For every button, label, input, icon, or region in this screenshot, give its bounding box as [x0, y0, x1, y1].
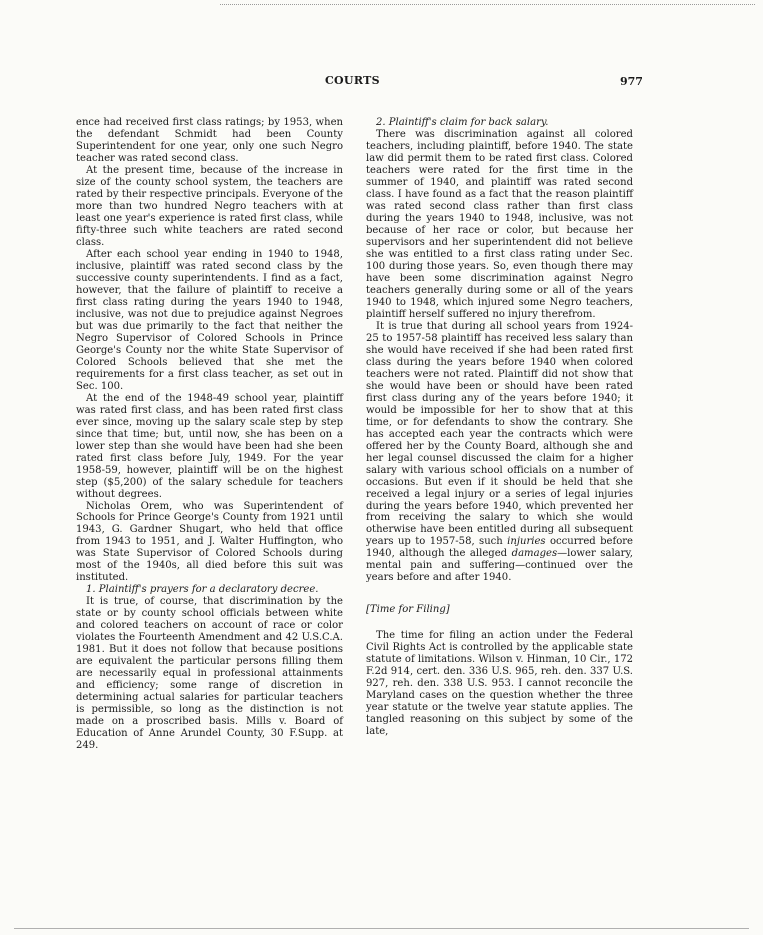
paragraph: The time for filing an action under the Federal Civil Rights Act is controlled by the applicable state statute of limitations. Wilson v. Hinman, 10 Cir., 172 F.2d 914, cert. den. 336 U.S. 965, reh. den. 337 U.S. 927, reh. den. 338 U.S. 953. I cannot reconcile the Maryland cases on the question whether the three year statute or the twelve year statute applies. The tangled reasoning on this subject by some of the late,	[366, 630, 633, 738]
paragraph: It is true, of course, that discrimination by the state or by county school officials between white and colored teachers on account of race or color violates the Fourteenth Amendment and 42 U.S.C.A. 1981. But it does not follow that because positions are equivalent the particular persons filling them are necessarily equal in professional attainments and efficiency; some range of discretion in determining actual salaries for particular teachers is permissible, so long as the distinction is not made on a proscribed basis. Mills v. Board of Education of Anne Arundel County, 30 F.Supp. at 249.	[76, 596, 343, 752]
bottom-rule	[14, 928, 749, 929]
paragraph-text: —lower salary, mental pain and suffering—continued over the years before and after 1940.	[366, 548, 633, 584]
page-number: 977	[620, 75, 643, 88]
section-heading-declaratory-decree: 1. Plaintiff's prayers for a declaratory decree.	[86, 584, 319, 596]
running-head: COURTS	[325, 74, 380, 87]
paragraph: At the end of the 1948-49 school year, plaintiff was rated first class, and has been rated first class ever since, moving up the salary scale step by step since that time; but, until now, she has been on a lower step than she would have been had she been rated first class before July, 1949. For the year 1958-59, however, plaintiff will be on the highest step ($5,200) of the salary schedule for teachers without degrees.	[76, 392, 343, 500]
top-dotted-rule	[220, 4, 755, 5]
section-heading-back-salary: 2. Plaintiff's claim for back salary.	[376, 117, 549, 128]
left-column	[76, 117, 343, 752]
paragraph: There was discrimination against all colored teachers, including plaintiff, before 1940. The state law did permit them to be rated first class. Colored teachers were rated for the first time in the summer of 1940, and plaintiff was rated second class. I have found as a fact that the reason plaintiff was rated second class rather than first class during the years 1940 to 1948, inclusive, was not because of her race or color, but because her supervisors and her superintendent did not believe she was entitled to a first class rating under Sec. 100 during those years. So, even though there may have been some discrimination against Negro teachers generally during some or all of the years 1940 to 1948, which injured some Negro teachers, plaintiff herself suffered no injury therefrom.	[366, 128, 633, 320]
paragraph: After each school year ending in 1940 to 1948, inclusive, plaintiff was rated second class by the successive county superintendents. I find as a fact, however, that the failure of plaintiff to receive a first class rating during the years 1940 to 1948, inclusive, was not due to prejudice against Negroes but was due primarily to the fact that neither the Negro Supervisor of Colored Schools in Prince George's County nor the white State Supervisor of Colored Schools believed that she met the requirements for a first class teacher, as set out in Sec. 100.	[76, 248, 343, 392]
paragraph: ence had received first class ratings; by 1953, when the defendant Schmidt had been County Superintendent for one year, only one such Negro teacher was rated second class.	[76, 117, 343, 164]
paragraph	[366, 321, 633, 585]
right-column	[366, 117, 633, 738]
paragraph-text: occurred before 1940, although the alleged	[366, 536, 633, 560]
page-header	[60, 74, 660, 88]
paragraph-text: It is true that during all school years from 1924-25 to 1957-58 plaintiff has received less salary than she would have received if she had been rated first class during the years before 1940 when colored teachers were not rated. Plaintiff did not show that she would have been or should have been rated first class during any of the years before 1940; it would be impossible for her to show that at this time, or for defendants to show the contrary. She has accepted each year the contracts which were offered her by the County Board, although she and her legal counsel discussed the claim for a higher salary with various school officials on a number of occasions. But even if it should be held that she received a legal injury or a series of legal injuries during the years before 1940, which prevented her from receiving the salary to which she would otherwise have been entitled during all subsequent years up to 1957-58, such	[366, 320, 633, 548]
italic-term-damages: damages	[511, 548, 558, 560]
paragraph: At the present time, because of the increase in size of the county school system, the teachers are rated by their respective principals. Everyone of the more than two hundred Negro teachers with at least one year's experience is rated first class, while fifty-three such white teachers are rated second class.	[76, 164, 343, 248]
section-heading-time-for-filing: [Time for Filing]	[366, 604, 450, 616]
paragraph: Nicholas Orem, who was Superintendent of Schools for Prince George's County from 1921 until 1943, G. Gardner Shugart, who held that office from 1943 to 1951, and J. Walter Huffington, who was State Supervisor of Colored Schools during most of the 1940s, all died before this suit was instituted.	[76, 500, 343, 584]
italic-term-injuries: injuries	[507, 536, 546, 548]
